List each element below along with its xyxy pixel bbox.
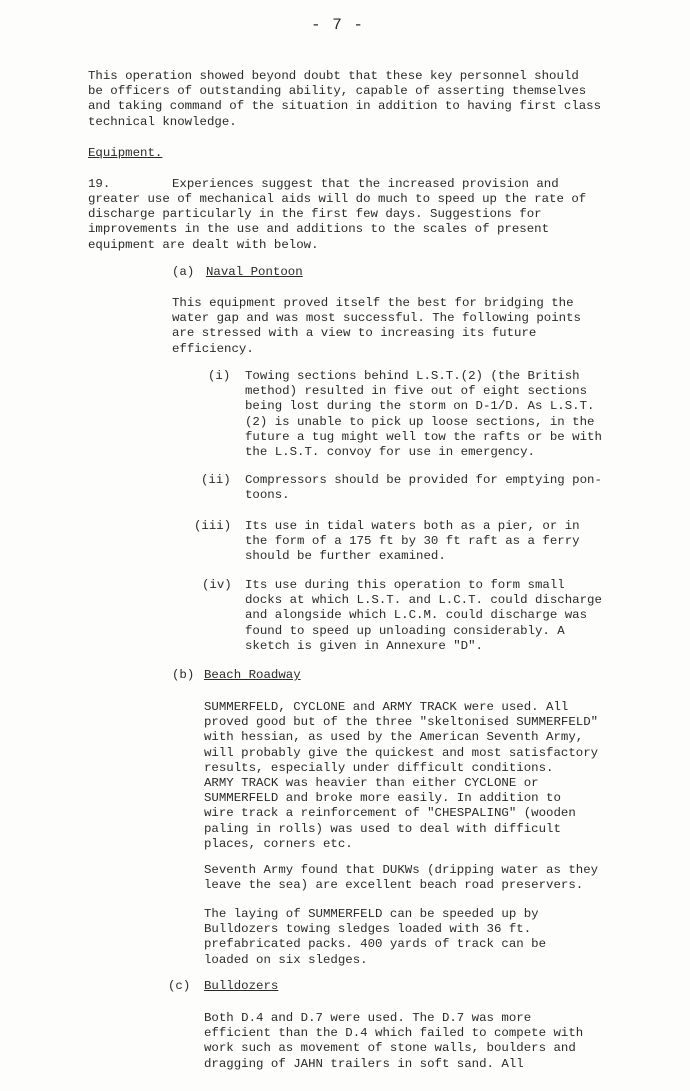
subsection-c-title: Bulldozers <box>204 979 279 993</box>
subsection-a-label: (a) <box>172 265 195 279</box>
subsection-b-paragraph: SUMMERFELD, CYCLONE and ARMY TRACK were used. All proved good but of the three "skeltonised SUMMERFELD" with hessian, as used by the American Seventh Army, will probably give the quickest and most satisfactory results, especially under difficult conditions. ARMY TRACK was heavier than either CYCLONE or SUMMERFELD and broke more easily. In addition to wire track a reinforcement of "CHESPALING" (wooden paling in rolls) was used to deal with difficult places, corners etc. <box>204 700 599 851</box>
subsection-b-paragraph: The laying of SUMMERFELD can be speeded up by Bulldozers towing sledges loaded with 36 ft. prefabricated packs. 400 yards of track can be loaded on six sledges. <box>204 907 547 967</box>
paragraph-19-body: greater use of mechanical aids will do much to speed up the rate of discharge particularly in the first few days. Suggestions for improvements in the use and additions to the scales of present equipment are dealt with below. <box>88 192 587 252</box>
subsection-b-paragraph: Seventh Army found that DUKWs (dripping water as they leave the sea) are excellent beach road preservers. <box>204 863 599 893</box>
subsection-c-paragraph: Both D.4 and D.7 were used. The D.7 was more efficient than the D.4 which failed to compete with work such as movement of stone walls, boulders and dragging of JAHN trailers in soft sand. All <box>204 1011 584 1071</box>
page-number: - 7 - <box>311 16 365 34</box>
item-number: (ii) <box>201 473 231 487</box>
item-text: Its use in tidal waters both as a pier, or in the form of a 175 ft by 30 ft raft as a ferry should be further examined. <box>245 519 580 564</box>
subsection-b-label: (b) <box>172 668 195 682</box>
subsection-a-title: Naval Pontoon <box>206 265 303 279</box>
section-heading: Equipment. <box>88 146 163 160</box>
subsection-a-intro: This equipment proved itself the best for bridging the water gap and was most successful. The following points are stressed with a view to increasing its future efficiency. <box>172 296 581 356</box>
item-number: (iv) <box>202 578 232 592</box>
subsection-c-label: (c) <box>168 979 191 993</box>
paragraph-19-first-line: Experiences suggest that the increased provision and <box>172 177 559 191</box>
subsection-b-title: Beach Roadway <box>204 668 301 682</box>
item-text: Compressors should be provided for emptying pon- toons. <box>245 473 602 503</box>
item-text: Its use during this operation to form small docks at which L.S.T. and L.C.T. could discharge and alongside which L.C.M. could discharge was found to speed up unloading considerably. A sketch is given in Annexure "D". <box>245 578 602 653</box>
intro-paragraph: This operation showed beyond doubt that these key personnel should be officers of outstanding ability, capable of asserting themselves and taking command of the situation in addition to having first class technical knowledge. <box>88 69 602 129</box>
item-number: (i) <box>208 369 231 383</box>
paragraph-number: 19. <box>88 177 111 191</box>
item-text: Towing sections behind L.S.T.(2) (the British method) resulted in five out of eight sections being lost during the storm on D-1/D. As L.S.T. (2) is unable to pick up loose sections, in the future a tug might well tow the rafts or be with the L.S.T. convoy for use in emergency. <box>245 369 602 460</box>
item-number: (iii) <box>194 519 232 533</box>
